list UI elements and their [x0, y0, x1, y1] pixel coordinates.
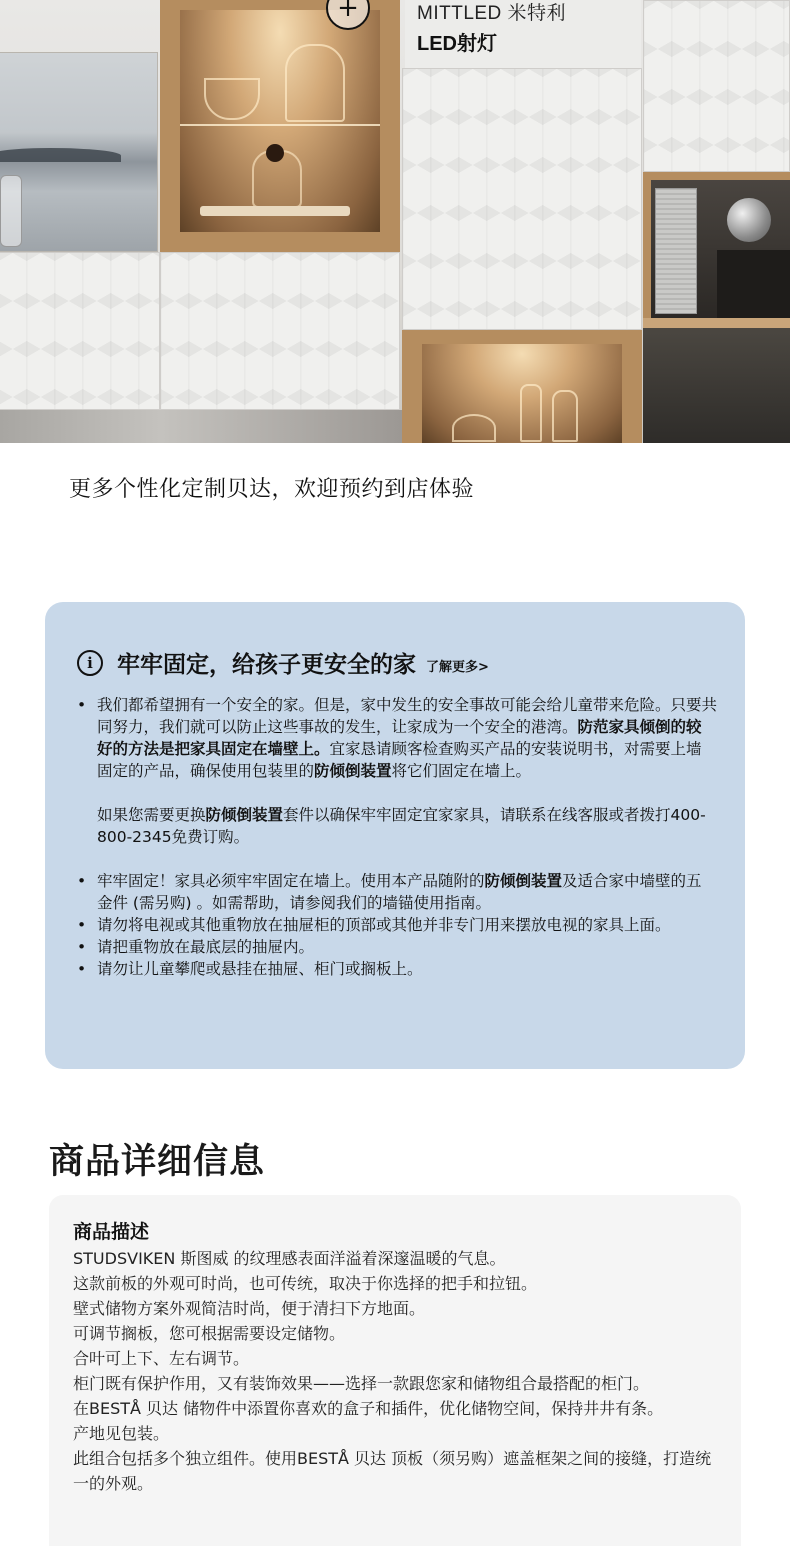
- safety-body: [77, 694, 717, 980]
- safety-text-bold: 防倾倒装置: [314, 762, 392, 780]
- safety-replacement-paragraph: [77, 804, 717, 848]
- safety-text-bold: 防范家具倾倒的较好的方法是把家具固定在墙壁上。: [97, 718, 702, 758]
- white-door-panel: [643, 0, 790, 172]
- safety-text: 如果您需要更换: [97, 806, 206, 824]
- safety-text-bold: 防倾倒装置: [205, 806, 284, 824]
- open-shelf-cabinet: [643, 172, 790, 328]
- floor-base: [0, 410, 402, 443]
- plus-icon: +: [337, 0, 359, 23]
- safety-bullet: [77, 870, 717, 914]
- product-description-card: [49, 1195, 741, 1546]
- safety-bullet: • 请勿将电视或其他重物放在抽屉柜的顶部或其他并非专门用来摆放电视的家具上面。: [77, 914, 717, 936]
- description-line: 合叶可上下、左右调节。: [73, 1349, 250, 1368]
- safety-text-bold: 防倾倒装置: [484, 872, 563, 890]
- description-line: 这款前板的外观可时尚，也可传统，取决于你选择的把手和拉钮。: [73, 1274, 538, 1293]
- description-line: 柜门既有保护作用，又有装饰效果——选择一款跟您家和储物组合最搭配的柜门。: [73, 1374, 650, 1393]
- safety-header: [77, 646, 489, 679]
- description-line: 在BESTÅ 贝达 储物件中添置你喜欢的盒子和插件，优化储物空间，保持井井有条。: [73, 1399, 664, 1418]
- safety-notice-box: [45, 602, 745, 1069]
- safety-text: 宜家恳请顾客检查购买产品的安装说明书，对需要上墙固定的产品，确保使用包装里的: [97, 740, 702, 780]
- learn-more-link[interactable]: 了解更多>: [426, 660, 489, 675]
- left-vase: [0, 175, 22, 247]
- wall-art: [0, 52, 158, 252]
- safety-bullet: • 请把重物放在最底层的抽屉内。: [77, 936, 717, 958]
- dark-cabinet: [643, 328, 790, 443]
- description-line: 可调节搁板，您可根据需要设定储物。: [73, 1324, 346, 1343]
- safety-text: 牢牢固定！家具必须牢牢固定在墙上。使用本产品随附的: [97, 872, 485, 890]
- callout-product-type: LED射灯: [417, 33, 497, 55]
- white-door-panel: [160, 252, 400, 410]
- safety-text: 及适合家中墙壁的五金件 (需另购) 。如需帮助，请参阅我们的墙锚使用指南。: [97, 872, 702, 912]
- product-callout[interactable]: [405, 0, 641, 68]
- description-line: 壁式储物方案外观简洁时尚，便于清扫下方地面。: [73, 1299, 426, 1318]
- info-icon: i: [77, 650, 103, 676]
- safety-text: 套件以确保牢牢固定宜家家具，请联系在线客服或者拨打400-800-2345免费订购。: [97, 806, 706, 846]
- store-visit-tagline: 更多个性化定制贝达，欢迎预约到店体验: [69, 477, 475, 502]
- product-description-title: 商品描述: [73, 1221, 150, 1243]
- safety-title: 牢牢固定，给孩子更安全的家: [117, 652, 416, 678]
- white-door-panel: [0, 252, 160, 410]
- safety-bullet: • 请勿让儿童攀爬或悬挂在抽屉、柜门或搁板上。: [77, 958, 717, 980]
- description-line: STUDSVIKEN 斯图威 的纹理感表面洋溢着深邃温暖的气息。: [73, 1249, 506, 1268]
- description-line: 此组合包括多个独立组件。使用BESTÅ 贝达 顶板（须另购）遮盖框架之间的接缝，打造统一的外观。: [73, 1449, 712, 1493]
- white-door-panel: [402, 68, 642, 330]
- callout-product-name: MITTLED 米特利: [417, 3, 567, 24]
- description-line: 产地见包装。: [73, 1424, 170, 1443]
- safety-bullet-intro: [77, 694, 717, 782]
- glass-door-cabinet-top: [160, 0, 400, 252]
- product-details-heading: 商品详细信息: [49, 1142, 266, 1182]
- speaker: [655, 188, 697, 314]
- safety-text: 我们都希望拥有一个安全的家。但是，家中发生的安全事故可能会给儿童带来危险。只要共同努力，我们就可以防止这些事故的发生，让家成为一个安全的港湾。: [97, 696, 718, 736]
- hero-image: [0, 0, 790, 443]
- glass-door-cabinet-bottom: [402, 330, 642, 443]
- safety-text: 将它们固定在墙上。: [391, 762, 532, 780]
